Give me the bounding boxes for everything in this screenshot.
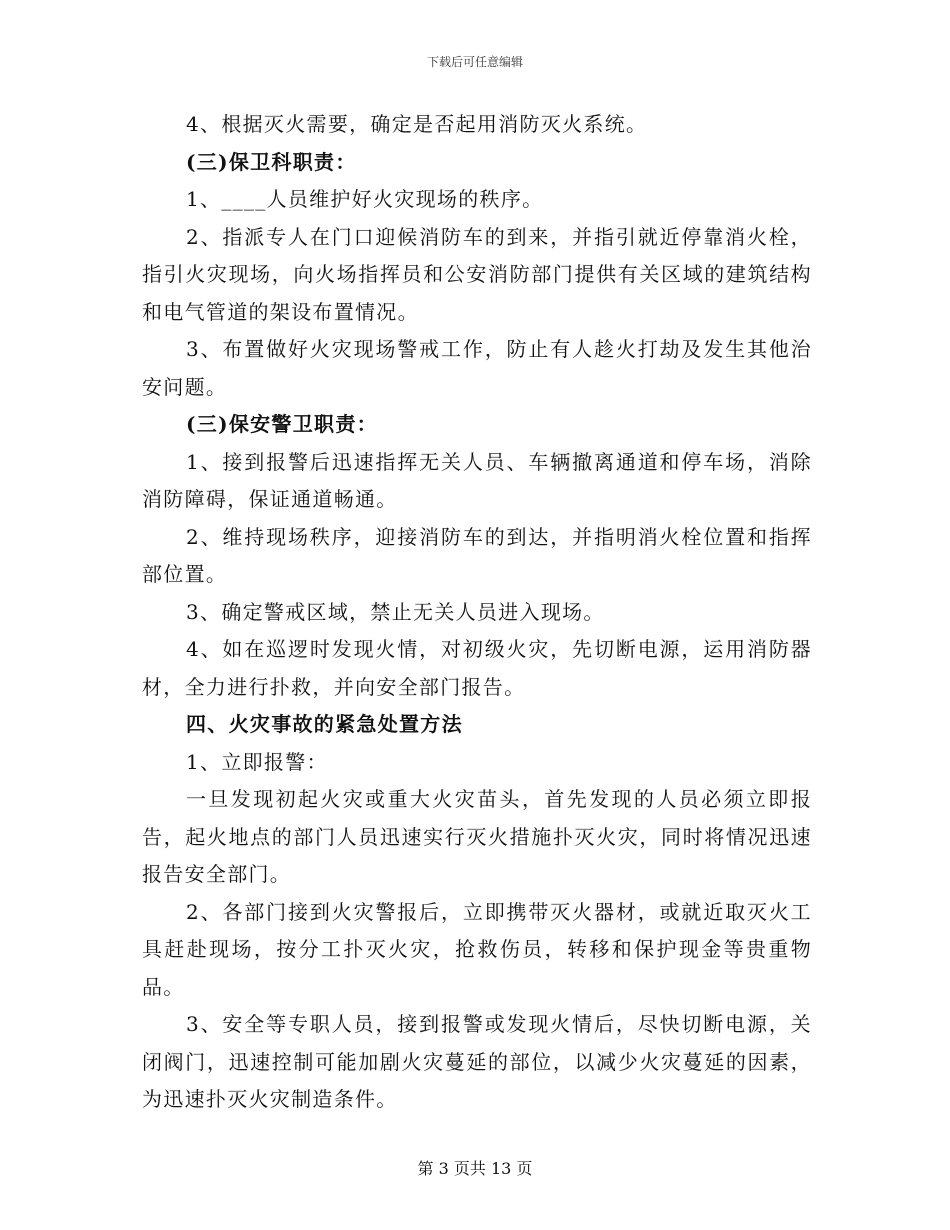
- paragraph: 1、____人员维护好火灾现场的秩序。: [186, 187, 544, 211]
- paragraph: 2、各部门接到火灾警报后，立即携带灭火器材，或就近取灭火工具赶赴现场，按分工扑灭火灾，抢救伤员，转移和保护现金等贵重物品。: [142, 899, 812, 999]
- paragraph: 3、确定警戒区域，禁止无关人员进入现场。: [186, 599, 605, 624]
- paragraph: 4、根据灭火需要，确定是否起用消防灭火系统。: [186, 112, 648, 136]
- paragraph: 1、立即报警：: [186, 749, 328, 774]
- page-number: 第 3 页共 13 页: [417, 1159, 533, 1178]
- paragraph: 一旦发现初起火灾或重大火灾苗头，首先发现的人员必须立即报告，起火地点的部门人员迅速实行灭火措施扑灭火灾，同时将情况迅速报告安全部门。: [142, 787, 812, 886]
- paragraph: 2、指派专人在门口迎候消防车的到来，并指引就近停靠消火栓，指引火灾现场，向火场指挥员和公安消防部门提供有关区域的建筑结构和电气管道的架设布置情况。: [142, 224, 812, 324]
- paragraph: 2、维持现场秩序，迎接消防车的到达，并指明消火栓位置和指挥部位置。: [142, 524, 812, 586]
- section-heading: (三)保卫科职责：: [186, 149, 357, 174]
- paragraph: 3、安全等专职人员，接到报警或发现火情后，尽快切断电源，关闭阀门，迅速控制可能加剧火灾蔓延的部位，以减少火灾蔓延的因素，为迅速扑灭火灾制造条件。: [142, 1012, 812, 1111]
- document-body: [142, 106, 812, 1119]
- paragraph: 1、接到报警后迅速指挥无关人员、车辆撤离通道和停车场，消除消防障碍，保证通道畅通。: [142, 449, 812, 511]
- paragraph: 4、如在巡逻时发现火情，对初级火灾，先切断电源，运用消防器材，全力进行扑救，并向安全部门报告。: [142, 637, 812, 699]
- section-heading: 四、火灾事故的紧急处置方法: [186, 712, 463, 736]
- header-note: 下载后可任意编辑: [426, 55, 523, 69]
- section-heading: (三)保安警卫职责：: [186, 412, 378, 436]
- paragraph: 3、布置做好火灾现场警戒工作，防止有人趁火打劫及发生其他治安问题。: [142, 337, 812, 399]
